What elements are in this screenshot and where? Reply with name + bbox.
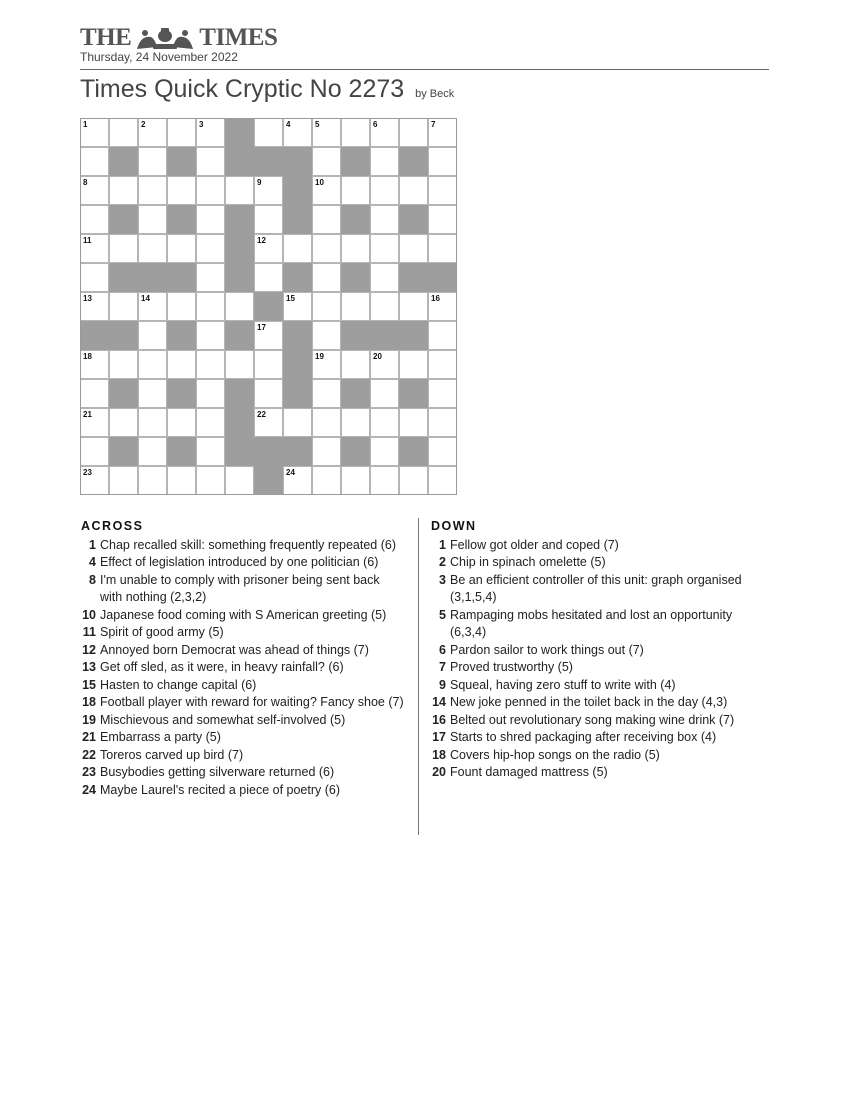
clue-text: Chap recalled skill: something frequently repeated (6): [100, 537, 396, 552]
grid-cell[interactable]: [196, 466, 225, 495]
grid-cell[interactable]: [196, 379, 225, 408]
grid-cell[interactable]: [80, 408, 109, 437]
grid-cell[interactable]: [428, 234, 457, 263]
clue-text: Effect of legislation introduced by one politician (6): [100, 555, 379, 569]
grid-block: [283, 147, 312, 176]
grid-cell[interactable]: [312, 350, 341, 379]
grid-cell[interactable]: [283, 466, 312, 495]
down-clue[interactable]: [430, 554, 760, 572]
grid-cell[interactable]: [283, 408, 312, 437]
clue-number: 20: [432, 765, 446, 779]
grid-block: [225, 379, 254, 408]
grid-cell[interactable]: [196, 176, 225, 205]
grid-cell[interactable]: [138, 379, 167, 408]
grid-cell[interactable]: [399, 350, 428, 379]
grid-cell[interactable]: [399, 176, 428, 205]
clue-number: 3: [439, 572, 446, 587]
clue-text: Belted out revolutionary song making wine drink (7): [450, 712, 735, 727]
across-clue[interactable]: [80, 764, 405, 782]
grid-block: [167, 147, 196, 176]
across-clue[interactable]: [80, 554, 405, 572]
grid-block: [225, 408, 254, 437]
grid-cell[interactable]: [80, 176, 109, 205]
across-clue[interactable]: [80, 624, 405, 642]
grid-block: [225, 205, 254, 234]
grid-cell[interactable]: [341, 466, 370, 495]
down-clue[interactable]: [430, 694, 760, 712]
down-clues: [430, 518, 760, 782]
grid-cell[interactable]: [283, 234, 312, 263]
clue-text: Covers hip-hop songs on the radio (5): [450, 747, 660, 762]
grid-block: [225, 263, 254, 292]
cell-number: 18: [83, 352, 92, 361]
grid-cell[interactable]: [196, 350, 225, 379]
across-clues: [80, 518, 405, 799]
grid-block: [399, 147, 428, 176]
grid-cell[interactable]: [167, 234, 196, 263]
grid-cell[interactable]: [109, 466, 138, 495]
down-clue[interactable]: [430, 729, 760, 747]
grid-block: [109, 437, 138, 466]
grid-cell[interactable]: [254, 176, 283, 205]
grid-cell[interactable]: [399, 234, 428, 263]
cell-number: 13: [83, 294, 92, 303]
clue-text: Rampaging mobs hesitated and lost an opportunity (6,3,4): [450, 607, 733, 639]
cell-number: 11: [83, 236, 92, 245]
grid-cell[interactable]: [109, 350, 138, 379]
clue-number: 19: [82, 712, 96, 727]
grid-cell[interactable]: [399, 118, 428, 147]
grid-cell[interactable]: [428, 350, 457, 379]
clue-text: Pardon sailor to work things out (7): [450, 642, 644, 657]
grid-block: [225, 118, 254, 147]
grid-block: [341, 263, 370, 292]
grid-cell[interactable]: [370, 147, 399, 176]
grid-cell[interactable]: [370, 350, 399, 379]
grid-cell[interactable]: [80, 379, 109, 408]
clue-number: 18: [82, 695, 96, 709]
grid-block: [254, 147, 283, 176]
grid-block: [399, 379, 428, 408]
cell-number: 8: [83, 178, 88, 187]
grid-cell[interactable]: [167, 118, 196, 147]
grid-cell[interactable]: [370, 466, 399, 495]
grid-block: [138, 263, 167, 292]
grid-cell[interactable]: [312, 147, 341, 176]
grid-cell[interactable]: [341, 408, 370, 437]
grid-cell[interactable]: [167, 292, 196, 321]
across-clue[interactable]: [80, 747, 405, 765]
grid-block: [254, 292, 283, 321]
publication-date: Thursday, 24 November 2022: [80, 50, 238, 64]
down-heading: DOWN: [431, 519, 477, 533]
grid-block: [370, 321, 399, 350]
grid-cell[interactable]: [196, 234, 225, 263]
grid-cell[interactable]: [370, 176, 399, 205]
grid-block: [341, 437, 370, 466]
down-clue[interactable]: [430, 642, 760, 660]
grid-cell[interactable]: [312, 437, 341, 466]
cell-number: 7: [431, 120, 436, 129]
grid-cell[interactable]: [254, 234, 283, 263]
grid-cell[interactable]: [109, 234, 138, 263]
grid-block: [109, 205, 138, 234]
header-rule: [80, 69, 769, 70]
clue-text: Be an efficient controller of this unit: graph organised (3,1,5,4): [450, 572, 742, 604]
grid-block: [225, 437, 254, 466]
grid-cell[interactable]: [341, 118, 370, 147]
cell-number: 17: [257, 323, 266, 332]
clue-number: 10: [82, 607, 96, 622]
grid-cell[interactable]: [341, 176, 370, 205]
grid-cell[interactable]: [167, 350, 196, 379]
clue-text: Spirit of good army (5): [100, 625, 224, 639]
clue-number: 5: [439, 607, 446, 622]
grid-block: [167, 321, 196, 350]
grid-cell[interactable]: [341, 350, 370, 379]
grid-cell[interactable]: [428, 437, 457, 466]
grid-cell[interactable]: [283, 118, 312, 147]
grid-block: [225, 147, 254, 176]
grid-cell[interactable]: [138, 408, 167, 437]
down-clue[interactable]: [430, 677, 760, 695]
grid-cell[interactable]: [138, 147, 167, 176]
grid-block: [109, 263, 138, 292]
cell-number: 1: [83, 120, 88, 129]
grid-cell[interactable]: [370, 437, 399, 466]
grid-cell[interactable]: [428, 147, 457, 176]
grid-cell[interactable]: [254, 263, 283, 292]
grid-block: [225, 321, 254, 350]
grid-cell[interactable]: [138, 234, 167, 263]
grid-cell[interactable]: [399, 408, 428, 437]
grid-block: [225, 234, 254, 263]
clue-number: 6: [439, 642, 446, 657]
column-divider: [418, 518, 419, 835]
grid-cell[interactable]: [370, 292, 399, 321]
grid-cell[interactable]: [341, 234, 370, 263]
clue-number: 2: [439, 555, 446, 569]
grid-cell[interactable]: [109, 408, 138, 437]
cell-number: 15: [286, 294, 295, 303]
grid-cell[interactable]: [196, 408, 225, 437]
grid-cell[interactable]: [254, 205, 283, 234]
grid-cell[interactable]: [109, 292, 138, 321]
grid-cell[interactable]: [312, 263, 341, 292]
grid-block: [254, 466, 283, 495]
grid-cell[interactable]: [196, 437, 225, 466]
across-clue[interactable]: [80, 659, 405, 677]
clue-text: Squeal, having zero stuff to write with (4): [450, 677, 676, 692]
cell-number: 16: [431, 294, 440, 303]
clue-number: 16: [432, 712, 446, 727]
grid-cell[interactable]: [196, 205, 225, 234]
grid-cell[interactable]: [167, 408, 196, 437]
across-clue[interactable]: [80, 712, 405, 730]
grid-cell[interactable]: [138, 321, 167, 350]
cell-number: 6: [373, 120, 378, 129]
grid-block: [283, 437, 312, 466]
clue-text: Starts to shred packaging after receiving box (4): [450, 730, 717, 744]
clue-number: 18: [432, 747, 446, 762]
grid-block: [167, 205, 196, 234]
grid-cell[interactable]: [138, 205, 167, 234]
grid-block: [283, 176, 312, 205]
clue-number: 14: [432, 695, 446, 709]
clue-number: 7: [439, 660, 446, 674]
down-clue[interactable]: [430, 607, 760, 642]
grid-cell[interactable]: [312, 205, 341, 234]
cell-number: 9: [257, 178, 262, 187]
across-clue[interactable]: [80, 729, 405, 747]
clue-text: New joke penned in the toilet back in the day (4,3): [450, 695, 728, 709]
grid-block: [283, 263, 312, 292]
grid-cell[interactable]: [109, 118, 138, 147]
across-clue[interactable]: [80, 694, 405, 712]
grid-block: [167, 263, 196, 292]
across-clue[interactable]: [80, 537, 405, 555]
masthead-logo: [80, 24, 277, 52]
cell-number: 24: [286, 468, 295, 477]
grid-cell[interactable]: [196, 321, 225, 350]
grid-cell[interactable]: [225, 176, 254, 205]
grid-cell[interactable]: [80, 263, 109, 292]
clue-number: 21: [82, 730, 96, 744]
grid-cell[interactable]: [109, 176, 138, 205]
grid-cell[interactable]: [80, 205, 109, 234]
clue-text: Busybodies getting silverware returned (6): [100, 765, 335, 779]
grid-cell[interactable]: [254, 350, 283, 379]
grid-cell[interactable]: [312, 292, 341, 321]
cell-number: 22: [257, 410, 266, 419]
grid-cell[interactable]: [254, 118, 283, 147]
grid-block: [399, 321, 428, 350]
clue-number: 17: [432, 730, 446, 744]
clue-text: Toreros carved up bird (7): [100, 747, 244, 762]
clue-text: I'm unable to comply with prisoner being sent back with nothing (2,3,2): [100, 572, 380, 604]
clue-text: Hasten to change capital (6): [100, 677, 257, 692]
grid-cell[interactable]: [138, 350, 167, 379]
clue-text: Proved trustworthy (5): [450, 660, 573, 674]
grid-cell[interactable]: [167, 466, 196, 495]
cell-number: 12: [257, 236, 266, 245]
grid-cell[interactable]: [312, 118, 341, 147]
cell-number: 14: [141, 294, 150, 303]
grid-block: [399, 437, 428, 466]
grid-cell[interactable]: [312, 176, 341, 205]
grid-cell[interactable]: [80, 118, 109, 147]
grid-block: [283, 205, 312, 234]
grid-cell[interactable]: [312, 321, 341, 350]
grid-cell[interactable]: [254, 379, 283, 408]
grid-cell[interactable]: [428, 379, 457, 408]
grid-cell[interactable]: [428, 408, 457, 437]
grid-block: [399, 205, 428, 234]
grid-cell[interactable]: [196, 147, 225, 176]
grid-block: [283, 379, 312, 408]
grid-cell[interactable]: [196, 263, 225, 292]
grid-cell[interactable]: [370, 118, 399, 147]
grid-block: [109, 321, 138, 350]
grid-block: [167, 437, 196, 466]
down-clue[interactable]: [430, 764, 760, 782]
grid-cell[interactable]: [225, 292, 254, 321]
grid-block: [399, 263, 428, 292]
grid-cell[interactable]: [254, 321, 283, 350]
clue-number: 13: [82, 660, 96, 674]
cell-number: 23: [83, 468, 92, 477]
crossword-grid: [80, 118, 457, 495]
royal-crest-icon: [133, 27, 197, 51]
grid-block: [341, 147, 370, 176]
grid-block: [283, 350, 312, 379]
grid-cell[interactable]: [196, 118, 225, 147]
grid-cell[interactable]: [167, 176, 196, 205]
across-clue[interactable]: [80, 677, 405, 695]
grid-cell[interactable]: [80, 292, 109, 321]
grid-block: [341, 321, 370, 350]
clue-number: 24: [82, 782, 96, 797]
grid-block: [428, 263, 457, 292]
grid-cell[interactable]: [370, 263, 399, 292]
clue-number: 9: [439, 677, 446, 692]
grid-cell[interactable]: [399, 466, 428, 495]
grid-block: [109, 147, 138, 176]
grid-cell[interactable]: [196, 292, 225, 321]
clue-text: Chip in spinach omelette (5): [450, 555, 606, 569]
cell-number: 4: [286, 120, 291, 129]
grid-cell[interactable]: [80, 147, 109, 176]
grid-block: [341, 205, 370, 234]
puzzle-title-text: Times Quick Cryptic No 2273: [80, 75, 405, 103]
cell-number: 10: [315, 178, 324, 187]
cell-number: 20: [373, 352, 382, 361]
grid-cell[interactable]: [225, 466, 254, 495]
grid-block: [167, 379, 196, 408]
grid-cell[interactable]: [428, 205, 457, 234]
clue-text: Annoyed born Democrat was ahead of things (7): [100, 642, 369, 657]
clue-number: 23: [82, 765, 96, 779]
down-clue[interactable]: [430, 747, 760, 765]
across-clue[interactable]: [80, 572, 405, 607]
masthead-the: THE: [80, 24, 132, 51]
clue-number: 12: [82, 642, 96, 657]
grid-cell[interactable]: [428, 118, 457, 147]
grid-cell[interactable]: [80, 350, 109, 379]
grid-cell[interactable]: [254, 408, 283, 437]
clue-text: Get off sled, as it were, in heavy rainfall? (6): [100, 660, 344, 674]
grid-cell[interactable]: [312, 466, 341, 495]
across-clue[interactable]: [80, 782, 405, 800]
grid-cell[interactable]: [370, 205, 399, 234]
grid-cell[interactable]: [138, 176, 167, 205]
grid-cell[interactable]: [428, 466, 457, 495]
clue-text: Maybe Laurel's recited a piece of poetry (6): [100, 782, 341, 797]
grid-cell[interactable]: [138, 466, 167, 495]
across-heading: ACROSS: [81, 519, 144, 533]
down-clue[interactable]: [430, 572, 760, 607]
grid-cell[interactable]: [312, 234, 341, 263]
clue-number: 22: [82, 747, 96, 762]
grid-cell[interactable]: [80, 234, 109, 263]
across-clue[interactable]: [80, 642, 405, 660]
grid-block: [109, 379, 138, 408]
cell-number: 5: [315, 120, 320, 129]
grid-block: [254, 437, 283, 466]
cell-number: 2: [141, 120, 146, 129]
grid-cell[interactable]: [80, 466, 109, 495]
down-clue[interactable]: [430, 659, 760, 677]
clue-text: Japanese food coming with S American greeting (5): [100, 607, 387, 622]
down-clue[interactable]: [430, 537, 760, 555]
cell-number: 19: [315, 352, 324, 361]
clue-text: Fellow got older and coped (7): [450, 537, 619, 552]
puzzle-title: [80, 75, 454, 104]
grid-cell[interactable]: [428, 292, 457, 321]
grid-cell[interactable]: [370, 234, 399, 263]
grid-cell[interactable]: [138, 118, 167, 147]
grid-cell[interactable]: [283, 292, 312, 321]
grid-cell[interactable]: [138, 292, 167, 321]
clue-number: 1: [89, 537, 96, 552]
clue-number: 8: [89, 572, 96, 587]
grid-cell[interactable]: [370, 379, 399, 408]
clue-number: 15: [82, 677, 96, 692]
cell-number: 3: [199, 120, 204, 129]
grid-cell[interactable]: [138, 437, 167, 466]
clue-number: 1: [439, 537, 446, 552]
grid-cell[interactable]: [428, 321, 457, 350]
clue-number: 4: [89, 555, 96, 569]
grid-cell[interactable]: [312, 379, 341, 408]
grid-cell[interactable]: [370, 408, 399, 437]
clue-text: Embarrass a party (5): [100, 730, 221, 744]
puzzle-byline: by Beck: [415, 88, 455, 100]
grid-cell[interactable]: [312, 408, 341, 437]
grid-cell[interactable]: [80, 437, 109, 466]
down-clue[interactable]: [430, 712, 760, 730]
clue-text: Mischievous and somewhat self-involved (5): [100, 712, 346, 727]
clue-text: Fount damaged mattress (5): [450, 765, 608, 779]
grid-block: [80, 321, 109, 350]
grid-cell[interactable]: [399, 292, 428, 321]
masthead-times: TIMES: [199, 24, 278, 51]
cell-number: 21: [83, 410, 92, 419]
clue-number: 11: [82, 625, 96, 639]
grid-cell[interactable]: [428, 176, 457, 205]
grid-block: [341, 379, 370, 408]
grid-block: [283, 321, 312, 350]
grid-cell[interactable]: [341, 292, 370, 321]
across-clue[interactable]: [80, 607, 405, 625]
grid-cell[interactable]: [225, 350, 254, 379]
clue-text: Football player with reward for waiting? Fancy shoe (7): [100, 695, 404, 709]
